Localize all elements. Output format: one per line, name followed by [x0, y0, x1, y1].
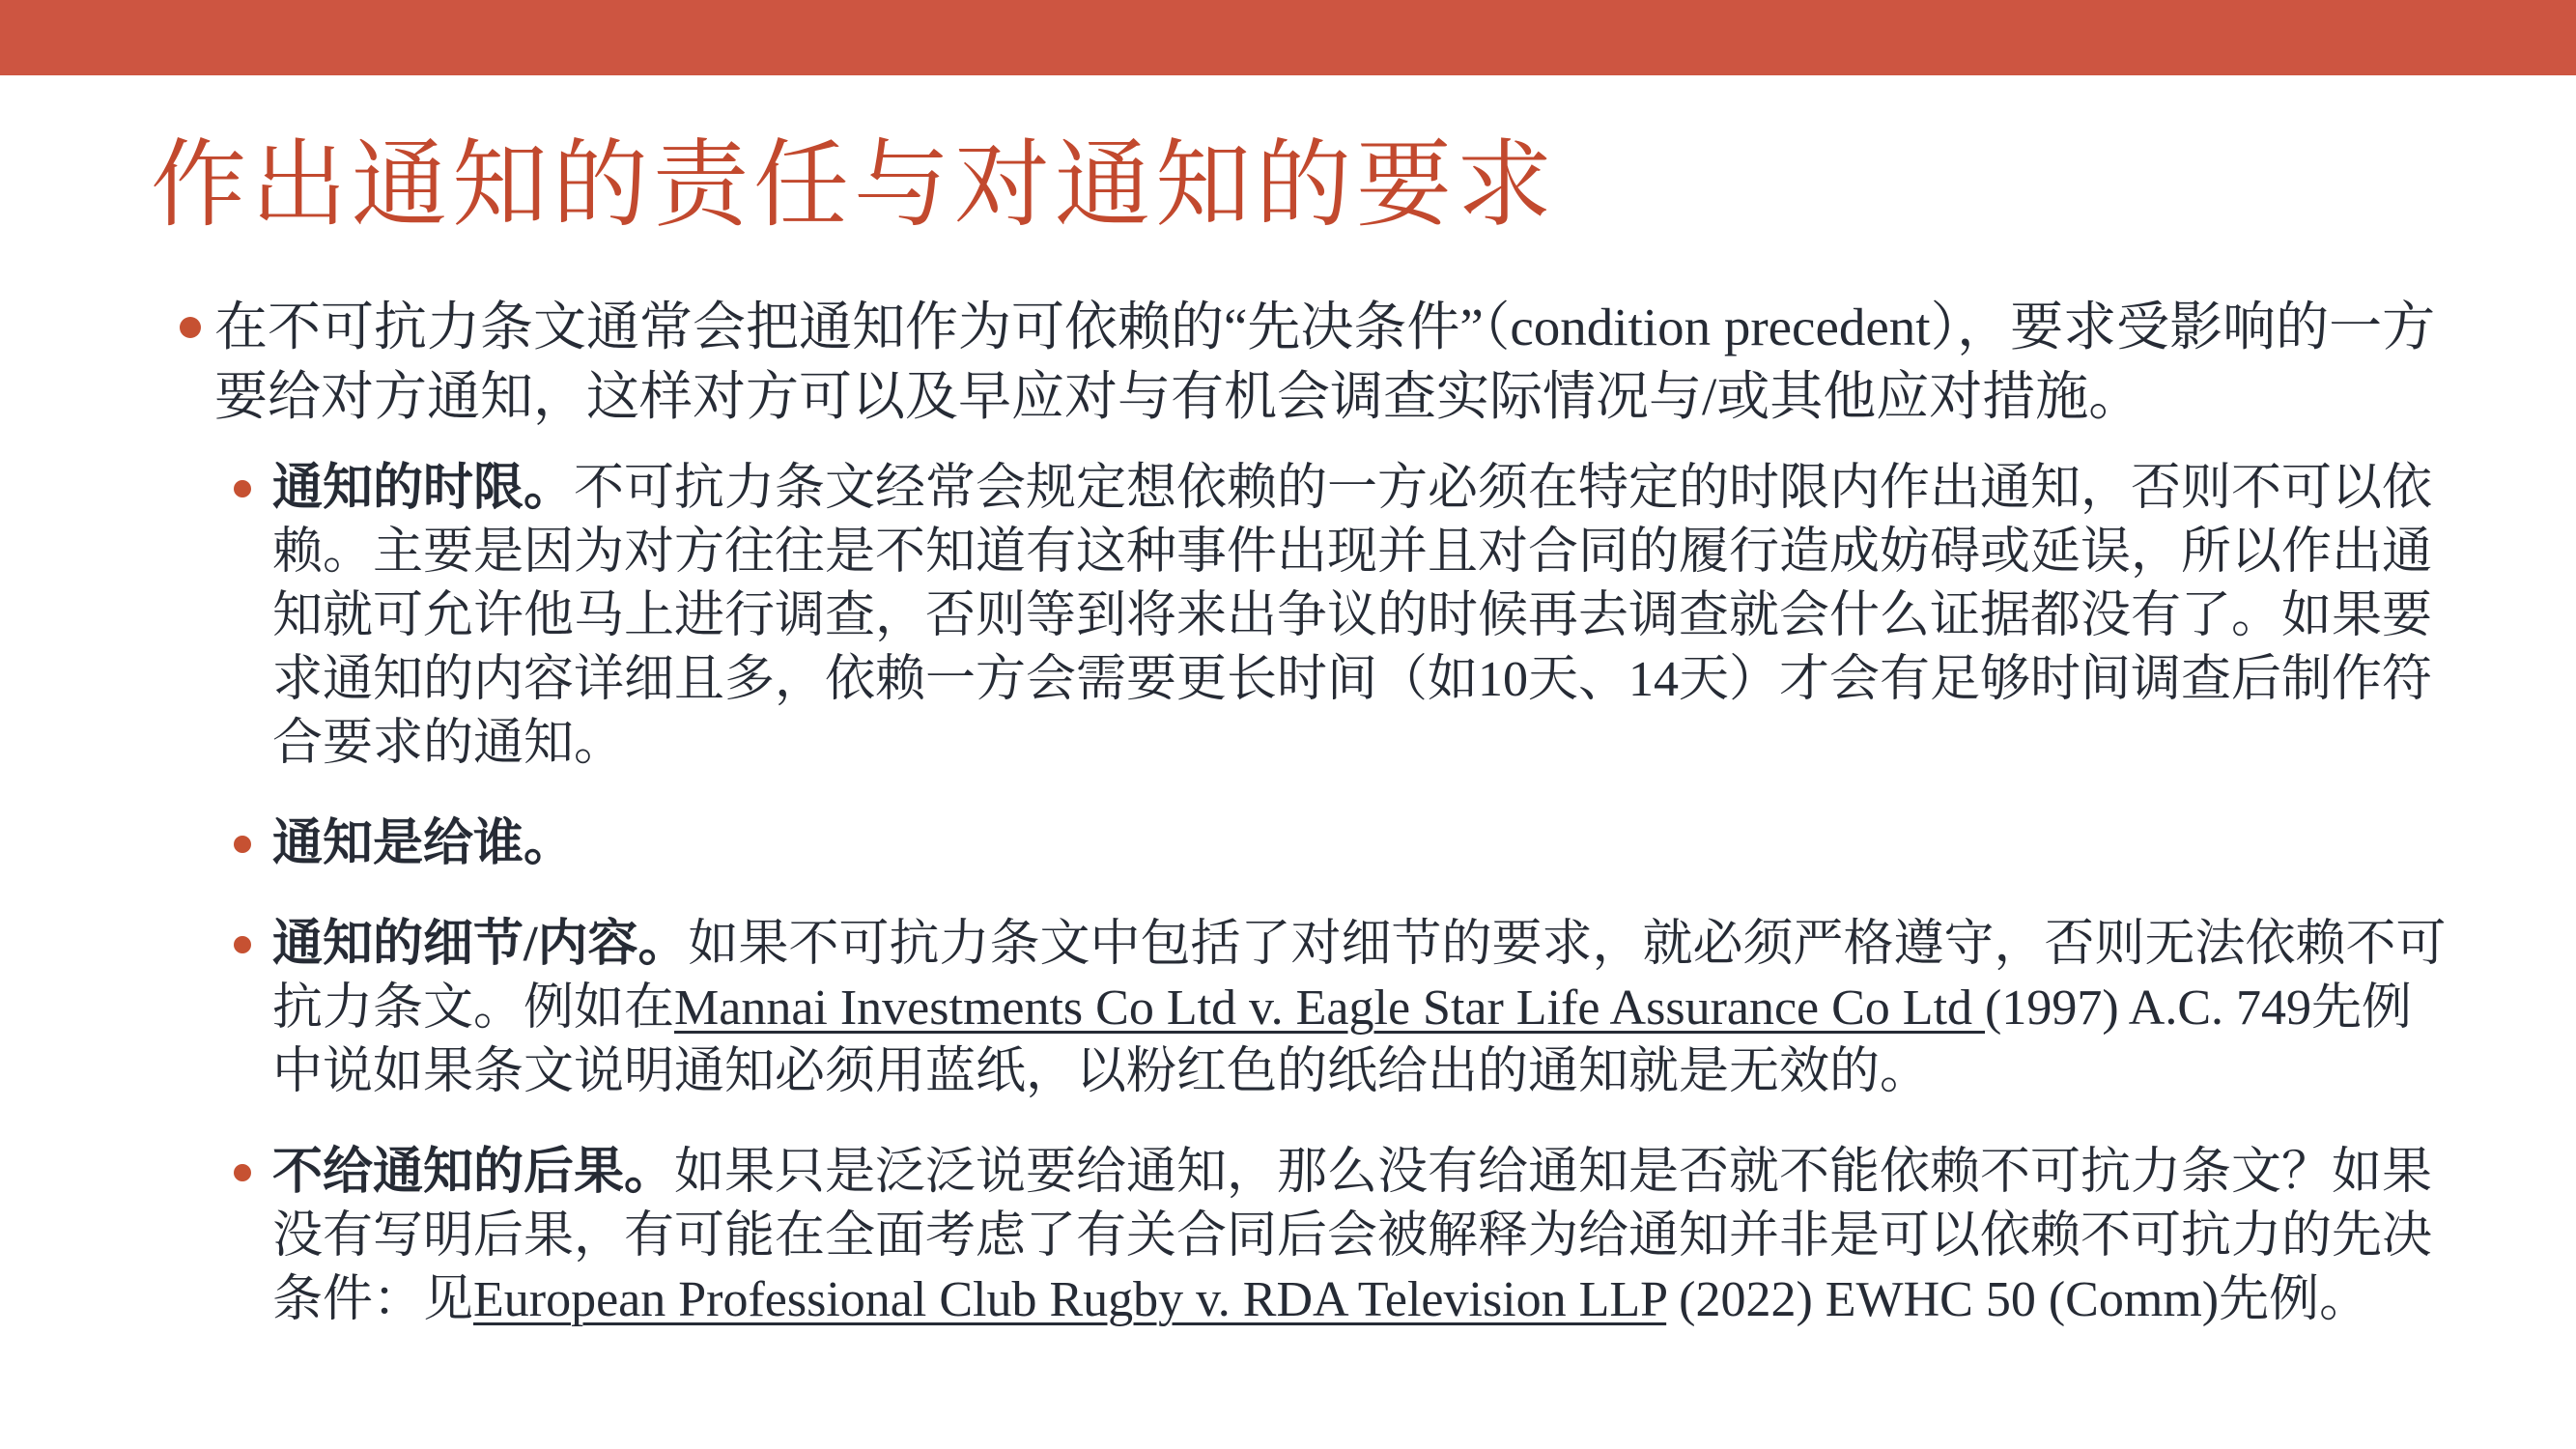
bullet-text — [272, 457, 2448, 776]
text-segment: 不给通知的后果。 — [272, 1145, 675, 1200]
case-citation: European Professional Club Rugby v. RDA Television LLP — [473, 1272, 1667, 1327]
bullet-text — [214, 293, 2448, 432]
slide-body — [180, 293, 2448, 1369]
top-accent-bar — [0, 0, 2576, 75]
list-item — [234, 913, 2448, 1104]
list-item — [234, 812, 2448, 876]
text-segment: (1997) A.C. 749先例中说如果条文说明通知必须用蓝纸，以粉红色的纸给出的通知就是无效的。 — [272, 980, 2413, 1099]
bullet-marker-icon — [180, 317, 201, 338]
bullet-text — [272, 913, 2448, 1104]
list-item — [234, 1141, 2448, 1332]
bullet-marker-icon — [234, 936, 251, 953]
bullet-marker-icon — [234, 480, 251, 497]
text-segment: 如果只是泛泛说要给通知，那么没有给通知是否就不能依赖不可抗力条文？如果没有写明后果，有可能在全面考虑了有关合同后会被解释为给通知并非是可以依赖不可抗力的先决条件：见 — [272, 1145, 2433, 1327]
text-segment: 不可抗力条文经常会规定想依赖的一方必须在特定的时限内作出通知，否则不可以依赖。主要是因为对方往往是不知道有这种事件出现并且对合同的履行造成妨碍或延误，所以作出通知就可允许他马上进行调查，否则等到将来出争议的时候再去调查就会什么证据都没有了。如果要求通知的内容详细且多，依赖一方会需要更长时间（如10天、14天）才会有足够时间调查后制作符合要求的通知。 — [272, 461, 2433, 771]
text-segment: 通知的细节/内容。 — [272, 917, 689, 972]
bullet-text — [272, 812, 2448, 876]
bullet-marker-icon — [234, 836, 251, 853]
text-segment: 在不可抗力条文通常会把通知作为可依赖的“先决条件”（condition precedent），要求受影响的一方要给对方通知，这样对方可以及早应对与有机会调查实际情况与/或其他应对措施。 — [214, 298, 2436, 426]
bullet-text — [272, 1141, 2448, 1332]
bullet-marker-icon — [234, 1164, 251, 1181]
text-segment: 通知的时限。 — [272, 461, 575, 516]
text-segment: 如果不可抗力条文中包括了对细节的要求，就必须严格遵守，否则无法依赖不可抗力条文。例如在 — [272, 917, 2447, 1036]
list-item — [234, 457, 2448, 776]
list-item — [180, 293, 2448, 432]
text-segment: (2022) EWHC 50 (Comm)先例。 — [1666, 1272, 2370, 1327]
slide-title: 作出通知的责任与对通知的要求 — [151, 133, 1557, 239]
text-segment: 通知是给谁。 — [272, 816, 575, 871]
case-citation: Mannai Investments Co Ltd v. Eagle Star Life Assurance Co Ltd — [674, 980, 1986, 1036]
